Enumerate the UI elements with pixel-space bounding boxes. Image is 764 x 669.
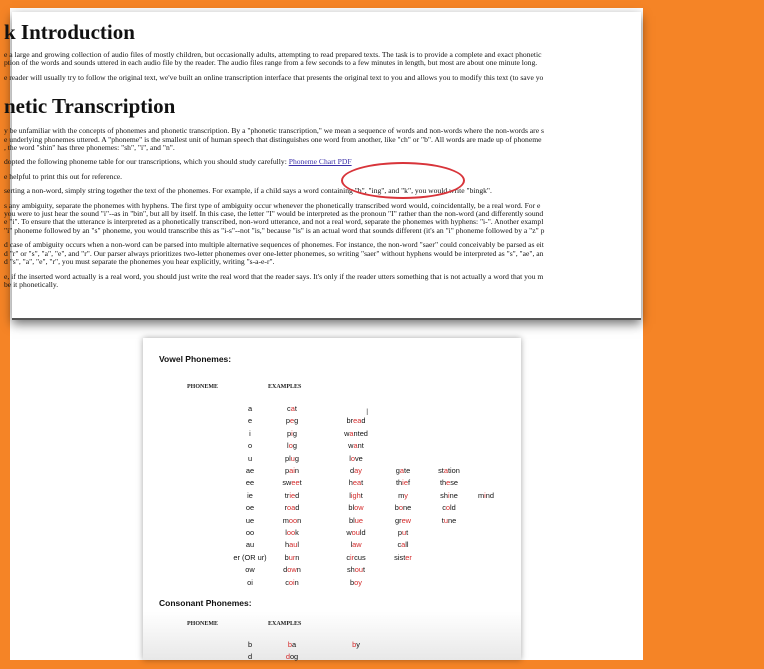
word-part: gr (394, 515, 402, 525)
phoneme-label: er (OR ur) (233, 552, 267, 562)
highlighted-letters: ir (350, 552, 355, 562)
word-part: se (450, 478, 459, 488)
phoneme-label: oi (247, 577, 253, 587)
word-part: g (292, 441, 297, 451)
word-part: g (294, 416, 299, 426)
parse-line-2: d "r" or "s", "a", "e", and "r". Our parser always prioritizes two-letter phonemes over one-letter phonemes, so writing "saer" without hyphens would be interpreted as "s", "ae", an (4, 248, 544, 258)
phoneme-row (143, 503, 521, 515)
transcription-heading: netic Transcription (4, 94, 176, 119)
phoneme-label: a (247, 404, 253, 413)
word-part: l (285, 528, 287, 537)
word-part: t (360, 490, 363, 500)
word-part: th (439, 478, 447, 488)
highlighted-letters: ai (289, 466, 295, 475)
highlighted-letters: e (446, 478, 451, 488)
highlighted-letters: ea (352, 478, 362, 488)
word-part: p (287, 428, 292, 438)
word-part: nd (485, 490, 495, 500)
highlighted-letters: igh (350, 490, 361, 500)
word-part: n (297, 515, 302, 525)
word-part: c (287, 404, 291, 413)
concept-line-3: , the word "shin" has three phonemes: "sh", "i", and "n". (4, 143, 175, 153)
word-part: b (350, 577, 355, 587)
example-word (466, 491, 506, 500)
word-part: g (395, 466, 400, 475)
highlighted-letters: i (447, 490, 450, 500)
word-part: n (295, 552, 300, 562)
phoneme-label: ae (245, 466, 255, 475)
word-part: cus (354, 552, 366, 562)
example-word (377, 478, 429, 487)
word-part: ne (449, 490, 458, 500)
example-word (423, 503, 475, 512)
example-word (323, 640, 389, 649)
word-part: st (438, 466, 444, 475)
highlighted-letters: d (285, 652, 290, 662)
highlighted-letters: o (445, 503, 451, 513)
word-part: br (346, 416, 354, 426)
highlighted-letters: ue (354, 515, 363, 525)
word-part: pl (284, 453, 291, 463)
document-bottom-border (12, 318, 641, 320)
highlighted-letters: ea (353, 416, 362, 426)
highlighted-letters: ow (287, 565, 297, 575)
word-part: c (285, 577, 289, 587)
word-part: d (295, 490, 300, 500)
word-part: t (406, 528, 409, 537)
highlighted-letters: i (291, 428, 293, 438)
word-part: l (350, 540, 353, 550)
example-word (323, 416, 389, 425)
ambiguity-line-3: e "i". To ensure that the utterance is interpreted as a phonetically transcribed, non-word utterance, and not a real word, separate the phonemes with hyphens: "i-". Another exampl (4, 217, 544, 227)
highlighted-letters: ow (354, 503, 364, 513)
word-part: t (362, 565, 366, 575)
phoneme-label: ow (245, 565, 255, 575)
highlighted-letters: b (287, 640, 292, 649)
intro-line-2: ption of the words and sounds uttered in each audio file by the reader. The audio files range from a few seconds to a few minutes in length, but most are about one minute long. (4, 58, 538, 68)
word-part: ld (450, 503, 456, 513)
ambiguity-line-2: you were to just hear the sound "i"--as in "bin", but all by itself. In this case, the letter "I" would be interpreted as the pronoun "I" rather than the non-word (and differently sound (4, 209, 544, 219)
example-word (262, 516, 322, 525)
phoneme-label: oo (245, 528, 255, 537)
example-word (323, 454, 389, 463)
highlighted-letters: ur (288, 552, 296, 562)
highlighted-letters: a (290, 404, 295, 413)
example-word (323, 441, 389, 450)
word-part: t (441, 515, 444, 525)
highlighted-letters: a (401, 540, 406, 550)
vowel-section-title: Vowel Phonemes: (159, 354, 232, 364)
example-word (262, 454, 322, 463)
highlighted-letters: i (484, 490, 486, 500)
ambiguity-line-4: "i" phoneme followed by an "s" phoneme, you would transcribe this as "i-s"--not "is," because "is" is an actual word that sounds different (it's an "i" phoneme followed by a "z" p (4, 225, 545, 235)
phoneme-row (143, 429, 521, 441)
document-screenshot (4, 12, 641, 320)
word-part: c (397, 540, 402, 550)
example-word (323, 429, 389, 438)
example-word (262, 565, 322, 574)
example-word (377, 540, 429, 549)
example-word (262, 491, 322, 500)
example-word (262, 404, 322, 413)
phoneme-chart-pdf-link[interactable]: Phoneme Chart PDF (288, 157, 352, 167)
phoneme-row (143, 516, 521, 528)
word-part: sist (394, 552, 406, 562)
word-part: te (404, 466, 411, 475)
intro-paragraph-2: e reader will usually try to follow the original text, we've built an online transcription interface that presents the original text to you and allows you to modify this text (to save yo (4, 72, 544, 82)
example-word (323, 578, 389, 587)
phoneme-label: au (245, 540, 255, 550)
text-cursor-icon: I (366, 407, 369, 417)
word-part: ll (405, 540, 409, 550)
content-frame (4, 8, 643, 662)
example-word (423, 516, 475, 525)
phoneme-row (143, 553, 521, 565)
vowel-examples-header: EXAMPLES (268, 384, 302, 390)
highlighted-letters: ie (289, 490, 296, 500)
word-part: t (294, 404, 297, 413)
example-word (377, 528, 429, 537)
phoneme-table-text: dopted the following phoneme table for our transcriptions, which you should study carefully: (4, 157, 289, 167)
word-part: w (344, 428, 350, 438)
highlighted-letters: b (352, 640, 357, 649)
word-part: l (349, 490, 351, 500)
realword-line-1: e, if the inserted word actually is a real word, you should just write the real word that the reader says. It's only if the reader utters something that is not actually a word that you m (4, 271, 544, 281)
phoneme-label: u (247, 453, 253, 463)
highlighted-letters: oi (288, 577, 295, 587)
word-part: b (284, 552, 289, 562)
highlighted-letters: y (404, 490, 408, 500)
word-part: l (287, 441, 289, 451)
phoneme-row (143, 640, 521, 652)
highlighted-letters: aw (352, 540, 362, 550)
print-paragraph: e helpful to print this out for reference. (4, 171, 123, 181)
phoneme-label: oe (245, 503, 255, 513)
example-word (262, 652, 322, 661)
highlighted-letters: a (353, 441, 358, 451)
example-word (262, 441, 322, 450)
highlighted-letters: oy (354, 577, 362, 587)
highlighted-letters: o (350, 453, 355, 463)
highlighted-letters: a (443, 466, 448, 475)
word-part: l (349, 453, 351, 463)
ambiguity-paragraph (4, 202, 764, 236)
word-part: b (394, 503, 399, 513)
example-word (262, 540, 322, 549)
highlighted-letters: ee (291, 478, 300, 488)
phoneme-chart (143, 338, 521, 660)
nonword-paragraph: serting a non-word, simply string together the text of the phonemes. For example, if a child says a word containing "b", "ing", and "k", you would write "bingk". (4, 186, 492, 196)
realword-paragraph (4, 273, 764, 290)
phoneme-label: o (247, 441, 253, 451)
concept-paragraph (4, 127, 764, 152)
example-word (262, 429, 322, 438)
word-part: m (282, 515, 289, 525)
word-part: t (299, 478, 302, 488)
intro-line-1: e a large and growing collection of audio files of mostly children, but occasionally adults, attempting to read prepared texts. The task is to provide a complete and exact phonetic (4, 50, 542, 59)
word-part: f (407, 478, 410, 488)
phoneme-row (143, 565, 521, 577)
highlighted-letters: u (290, 453, 295, 463)
word-part: p (397, 528, 402, 537)
phoneme-row (143, 491, 521, 503)
phoneme-row (143, 578, 521, 590)
highlight-circle (341, 162, 465, 199)
highlighted-letters: ou (351, 528, 360, 537)
word-part: y (356, 640, 360, 649)
phoneme-label: ue (245, 515, 255, 525)
word-part: sh (346, 565, 355, 575)
phoneme-row (143, 540, 521, 552)
consonant-phoneme-header: PHONEME (187, 621, 218, 627)
highlighted-letters: ou (354, 565, 363, 575)
phoneme-row (143, 652, 521, 664)
highlighted-letters: ie (402, 478, 408, 488)
word-part: p (284, 466, 290, 475)
parse-line-3: d "s", "a", "e", "r", you must separate the phonemes you hear explicitly, writing "s-a-e-r". (4, 257, 275, 267)
word-part: bl (349, 515, 355, 525)
phoneme-row (143, 528, 521, 540)
phoneme-label: b (247, 640, 253, 649)
word-part: tr (284, 490, 290, 500)
concept-line-1: y be unfamiliar with the concepts of phonemes and phonetic transcription. By a "phonetic transcription," we mean a sequence of words and non-words where the non-words are s (4, 126, 544, 136)
phoneme-label: i (249, 428, 251, 438)
highlighted-letters: a (399, 466, 405, 475)
phoneme-row (143, 454, 521, 466)
highlighted-letters: e (289, 416, 295, 426)
phoneme-row (143, 404, 521, 416)
phoneme-row (143, 441, 521, 453)
example-word (423, 466, 475, 475)
highlighted-letters: au (289, 540, 298, 550)
word-part: t (361, 478, 364, 488)
word-part: a (292, 640, 297, 649)
word-part: g (294, 453, 299, 463)
example-word (377, 466, 429, 475)
word-part: d (295, 503, 300, 513)
example-word (262, 528, 322, 537)
word-part: bl (348, 503, 355, 513)
example-word (262, 503, 322, 512)
word-part: sw (282, 478, 292, 488)
word-part: n (296, 565, 301, 575)
word-part: d (350, 466, 355, 475)
word-part: ld (359, 528, 366, 537)
concept-line-2: e underlying phonemes uttered. A "phoneme" is the smallest unit of human speech that distinguishes one word from another, like "ch" or "b". All words are made up of phoneme (4, 134, 542, 144)
word-part: og (289, 652, 299, 662)
word-part: w (348, 441, 354, 451)
word-part: h (284, 540, 290, 550)
example-word (377, 553, 429, 562)
word-part: c (346, 552, 351, 562)
word-part: ne (403, 503, 412, 513)
example-word (423, 478, 475, 487)
example-word (262, 553, 322, 562)
word-part: l (297, 540, 299, 550)
highlighted-letters: ew (401, 515, 412, 525)
word-part: m (398, 490, 405, 500)
word-part: g (292, 428, 297, 438)
realword-line-2: be it phonetically. (4, 279, 59, 289)
vowel-phoneme-header: PHONEME (187, 384, 218, 390)
phoneme-row (143, 416, 521, 428)
parse-line-1: d case of ambiguity occurs when a non-word can be parsed into multiple alternative sequences of phonemes. For instance, the non-word "saer" could conceivably be parsed as eit (4, 240, 544, 250)
highlighted-letters: a (349, 428, 354, 438)
consonant-section-title: Consonant Phonemes: (159, 598, 252, 608)
word-part: tion (447, 466, 460, 475)
example-word (262, 466, 322, 475)
word-part: d (283, 565, 288, 575)
word-part: c (442, 503, 446, 513)
example-word (323, 565, 389, 574)
word-part: h (348, 478, 353, 488)
example-word (262, 478, 322, 487)
highlighted-letters: ay (354, 466, 362, 475)
ambiguity-line-1: s any ambiguity, separate the phonemes with hyphens. The first type of ambiguity occur whenever the phonetically transcribed word would, coincidentally, be a real word. For e (4, 200, 541, 210)
highlighted-letters: o (288, 441, 293, 451)
phoneme-label: d (247, 652, 253, 662)
example-word (377, 491, 429, 500)
intro-paragraph-1 (4, 51, 764, 68)
example-word (262, 416, 322, 425)
highlighted-letters: oo (288, 515, 298, 525)
word-part: n (294, 466, 299, 475)
word-part: w (346, 528, 352, 537)
phoneme-row (143, 466, 521, 478)
word-part: p (285, 416, 290, 426)
word-part: m (477, 490, 485, 500)
phoneme-label: ee (245, 478, 255, 488)
word-part: sh (440, 490, 448, 500)
highlighted-letters: er (405, 552, 412, 562)
example-word (377, 503, 429, 512)
example-word (262, 578, 322, 587)
highlighted-letters: u (401, 528, 407, 537)
word-part: n (294, 577, 299, 587)
parse-paragraph (4, 241, 764, 266)
highlighted-letters: oo (286, 528, 296, 537)
highlighted-letters: u (443, 515, 448, 525)
word-part: nted (353, 428, 368, 438)
example-word (262, 640, 322, 649)
phoneme-label: e (247, 416, 253, 426)
word-part: ve (354, 453, 363, 463)
phoneme-row (143, 478, 521, 490)
highlighted-letters: o (398, 503, 403, 513)
highlighted-letters: oa (287, 503, 296, 513)
intro-heading: k Introduction (4, 20, 135, 44)
word-part: th (396, 478, 403, 488)
word-part: nt (357, 441, 364, 451)
word-part: d (361, 416, 366, 426)
example-word (377, 516, 429, 525)
phoneme-label: ie (247, 490, 253, 500)
word-part: k (295, 528, 299, 537)
word-part: r (284, 503, 288, 513)
word-part: ne (447, 515, 457, 525)
consonant-examples-header: EXAMPLES (268, 621, 302, 627)
